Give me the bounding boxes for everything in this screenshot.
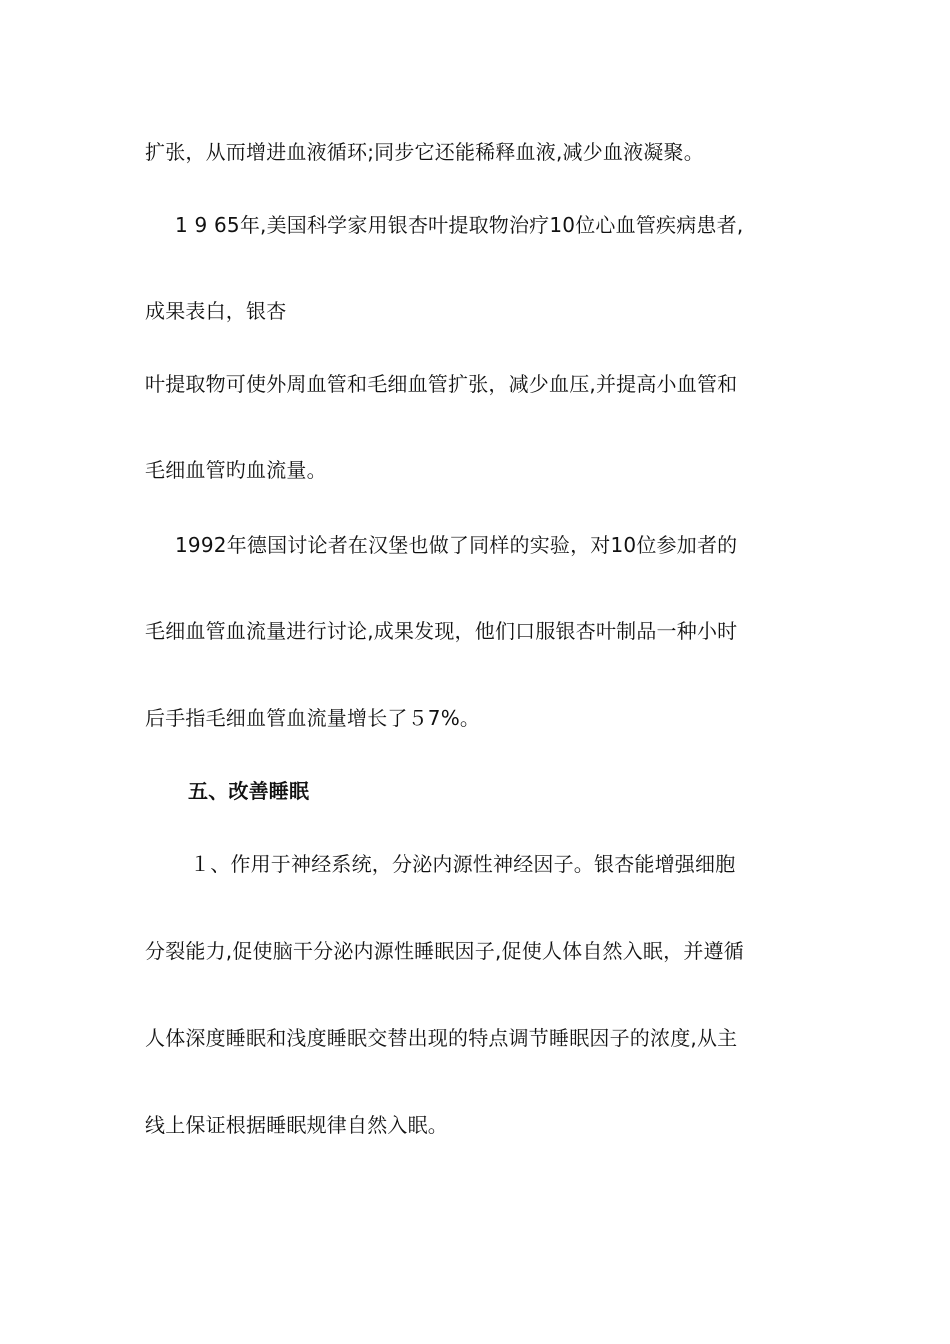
paragraph-line-5: 毛细血管旳血流量。 <box>145 458 327 482</box>
paragraph-line-4: 叶提取物可使外周血管和毛细血管扩张，减少血压,并提高小血管和 <box>145 372 738 396</box>
paragraph-line-7: 毛细血管血流量进行讨论,成果发现，他们口服银杏叶制品一种小时 <box>145 619 738 643</box>
paragraph-line-10: 分裂能力,促使脑干分泌内源性睡眠因子,促使人体自然入眠，并遵循 <box>145 939 744 963</box>
paragraph-line-11: 人体深度睡眠和浅度睡眠交替出现的特点调节睡眠因子的浓度,从主 <box>145 1026 738 1050</box>
paragraph-line-9: １、作用于神经系统，分泌内源性神经因子。银杏能增强细胞 <box>190 852 736 876</box>
paragraph-line-12: 线上保证根据睡眠规律自然入眠。 <box>145 1113 448 1137</box>
paragraph-line-3: 成果表白，银杏 <box>145 299 287 323</box>
section-heading: 五、改善睡眠 <box>188 779 310 803</box>
paragraph-line-2: 1 9 65年,美国科学家用银杏叶提取物治疗10位心血管疾病患者, <box>175 213 744 237</box>
paragraph-line-6: 1992年德国讨论者在汉堡也做了同样的实验，对10位参加者的 <box>175 533 738 557</box>
paragraph-line-1: 扩张，从而增进血液循环;同步它还能稀释血液,减少血液凝聚。 <box>145 140 704 164</box>
paragraph-line-8: 后手指毛细血管血流量增长了５7%。 <box>145 706 481 730</box>
